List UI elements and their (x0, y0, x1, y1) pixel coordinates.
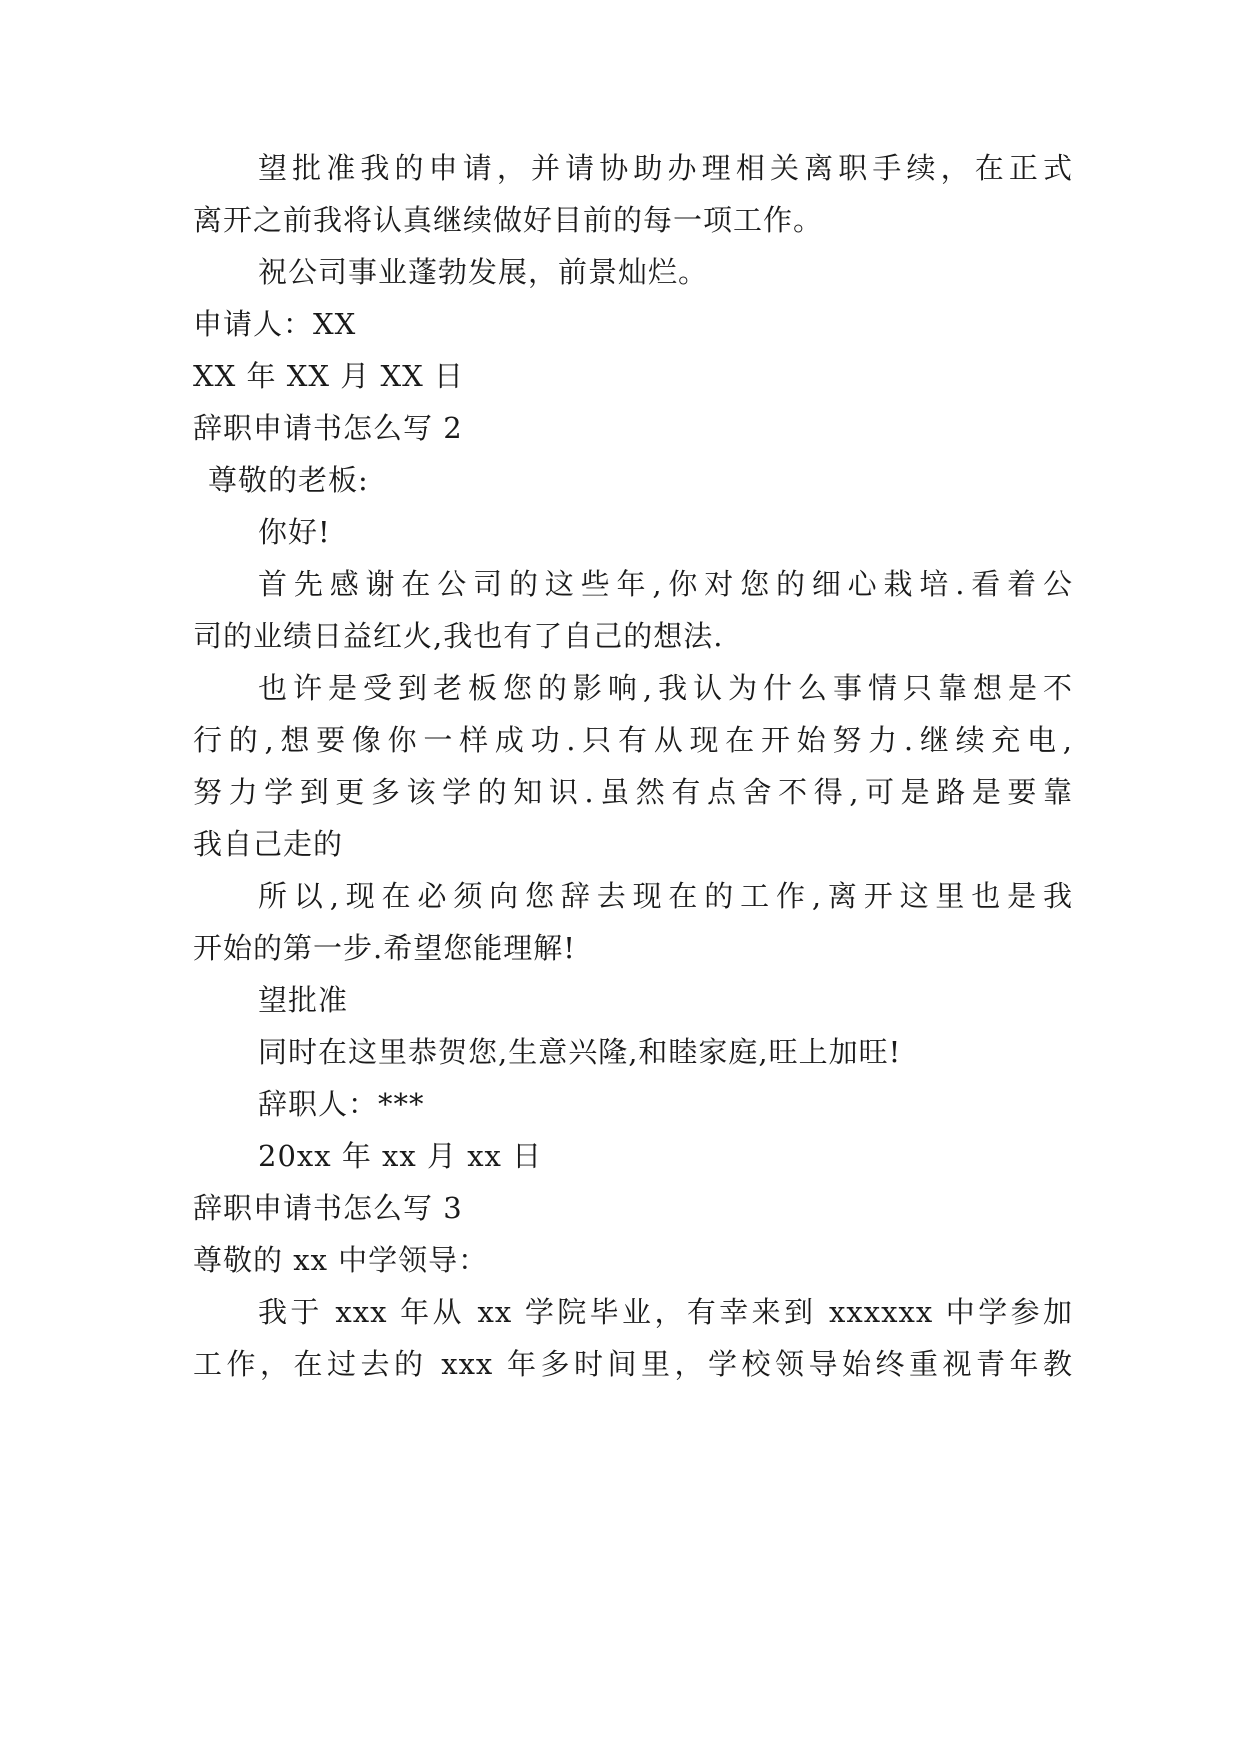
text-line: 工作，在过去的 xxx 年多时间里，学校领导始终重视青年教 (193, 1347, 1073, 1381)
salutation: 尊敬的 xx 中学领导： (193, 1243, 489, 1277)
date-line: 20xx 年 xx 月 xx 日 (258, 1139, 543, 1173)
text-line: 离开之前我将认真继续做好目前的每一项工作。 (193, 203, 824, 237)
text-line: 努力学到更多该学的知识.虽然有点舍不得,可是路是要靠 (193, 775, 1073, 809)
text-line: 所以,现在必须向您辞去现在的工作,离开这里也是我 (258, 879, 1073, 913)
text-line: 我自己走的 (193, 827, 344, 861)
text-line: 望批准我的申请，并请协助办理相关离职手续，在正式 (258, 151, 1073, 185)
text-line: 首先感谢在公司的这些年,你对您的细心栽培.看着公 (258, 567, 1073, 601)
text-line: 我于 xxx 年从 xx 学院毕业，有幸来到 xxxxxx 中学参加 (258, 1295, 1073, 1329)
greeting: 你好! (258, 515, 331, 549)
text-line: 也许是受到老板您的影响,我认为什么事情只靠想是不 (258, 671, 1073, 705)
section-heading: 辞职申请书怎么写 3 (193, 1191, 463, 1225)
text-line: 同时在这里恭贺您,生意兴隆,和睦家庭,旺上加旺! (258, 1035, 902, 1069)
text-line: 祝公司事业蓬勃发展，前景灿烂。 (258, 255, 709, 289)
text-line: 司的业绩日益红火,我也有了自己的想法. (193, 619, 724, 653)
signature-line: 辞职人：*** (258, 1087, 425, 1121)
text-line: 行的,想要像你一样成功.只有从现在开始努力.继续充电, (193, 723, 1073, 757)
salutation: 尊敬的老板: (208, 463, 369, 497)
applicant-line: 申请人：XX (193, 307, 357, 341)
text-line: 望批准 (258, 983, 349, 1017)
date-line: XX 年 XX 月 XX 日 (193, 359, 464, 393)
section-heading: 辞职申请书怎么写 2 (193, 411, 463, 445)
text-line: 开始的第一步.希望您能理解! (193, 931, 576, 965)
